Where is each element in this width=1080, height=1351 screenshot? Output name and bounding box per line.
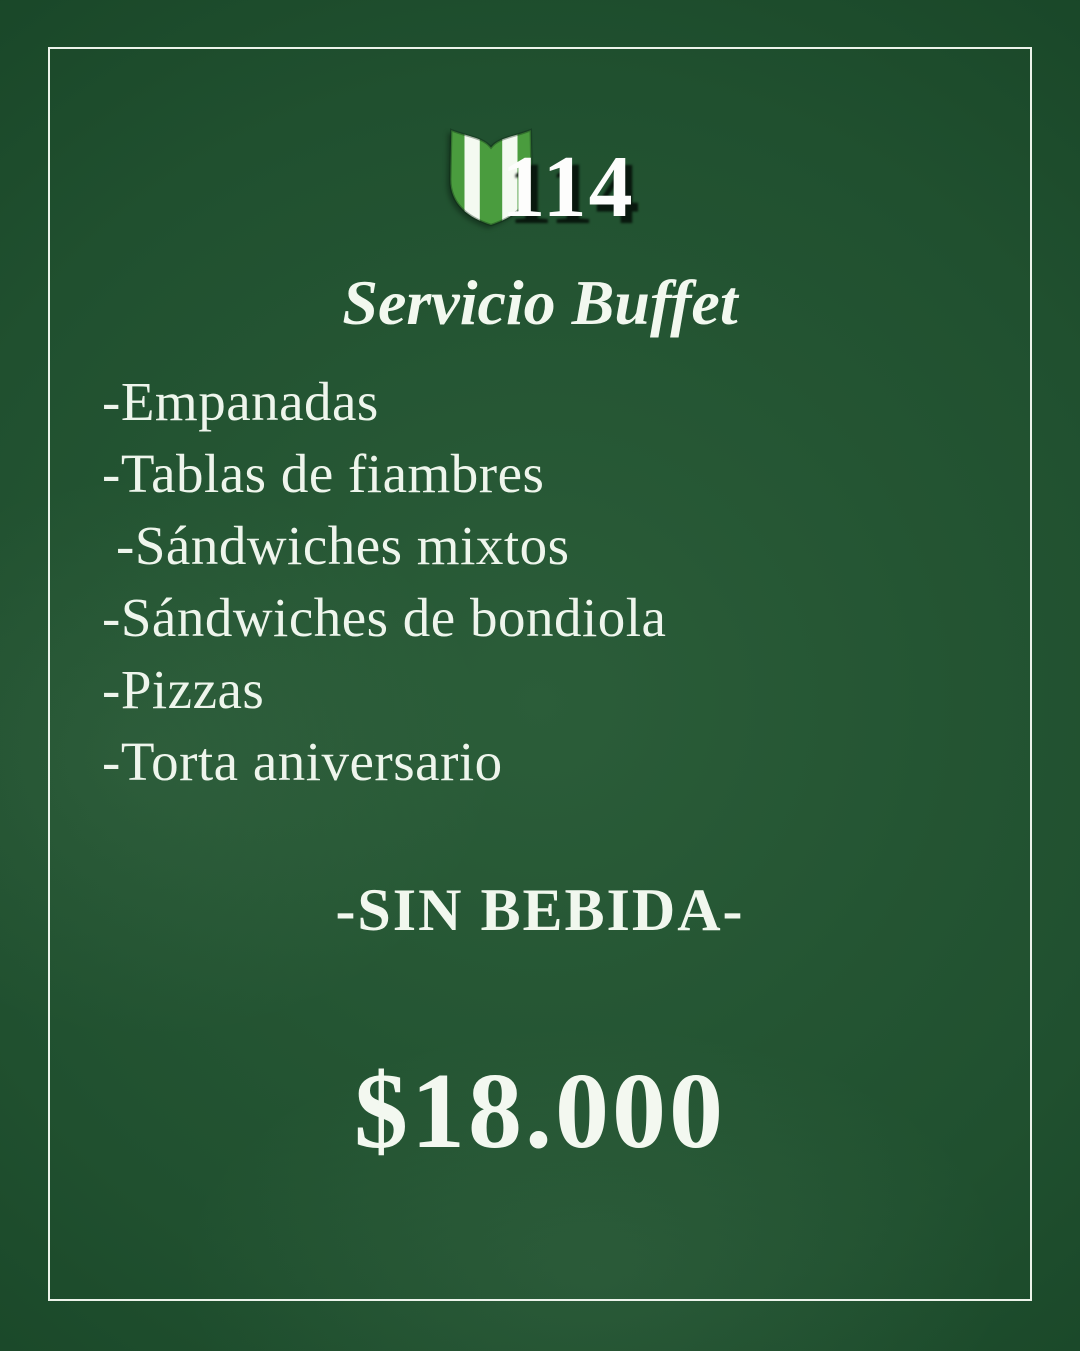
menu-item: -Sándwiches de bondiola bbox=[102, 587, 667, 648]
poster-title: Servicio Buffet bbox=[342, 267, 738, 338]
menu-item: -Empanadas bbox=[102, 371, 379, 432]
no-drinks-note: -SIN BEBIDA- bbox=[335, 877, 745, 943]
menu-list bbox=[102, 366, 1020, 798]
menu-item: -Torta aniversario bbox=[102, 731, 503, 792]
price-label: $18.000 bbox=[354, 1052, 726, 1171]
menu-item: -Sándwiches mixtos bbox=[116, 515, 570, 576]
club-logo bbox=[0, 122, 1080, 236]
logo-number: 114 bbox=[501, 139, 635, 236]
menu-item: -Tablas de fiambres bbox=[102, 443, 545, 504]
menu-item: -Pizzas bbox=[102, 659, 265, 720]
